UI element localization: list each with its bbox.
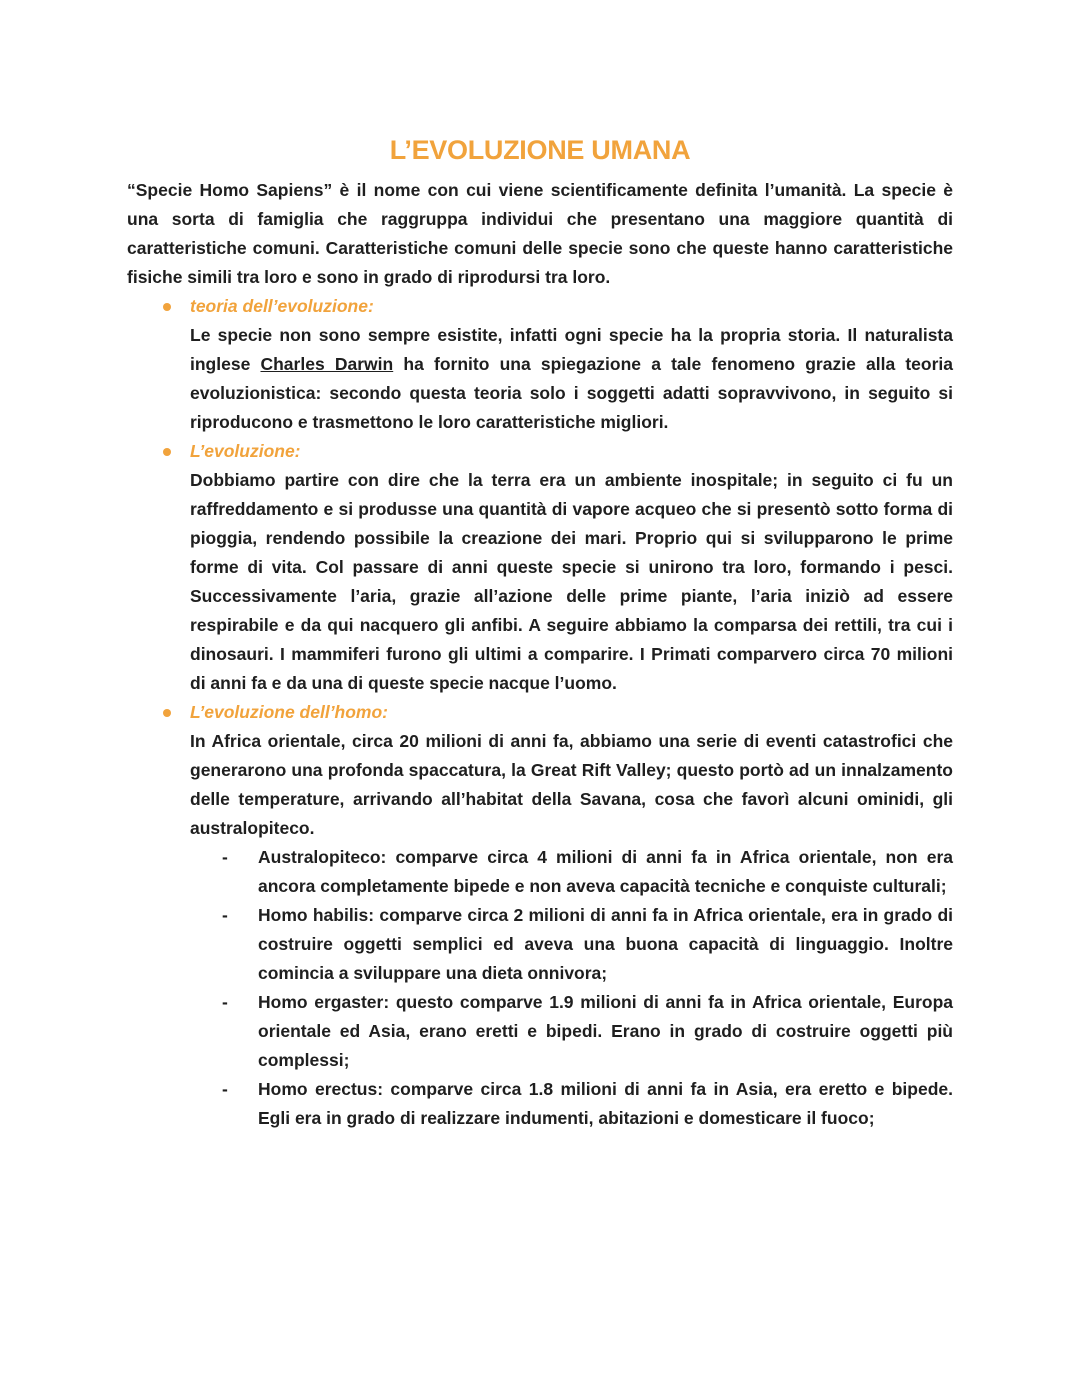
- section-body-teoria: [190, 321, 953, 437]
- sub-item-homo-erectus: [190, 1075, 953, 1133]
- hominid-sub-list: [190, 843, 953, 1133]
- bullet-marker-icon: [163, 448, 171, 456]
- sub-item-text: Homo ergaster: questo comparve 1.9 milioni di anni fa in Africa orientale, Europa orientale ed Asia, erano eretti e bipedi. Erano in grado di costruire oggetti più complessi;: [258, 992, 953, 1070]
- section-label-evoluzione: L’evoluzione:: [190, 441, 301, 461]
- bullet-marker-icon: [163, 709, 171, 717]
- bullet-item-evoluzione: [127, 437, 953, 698]
- sub-item-australopiteco: [190, 843, 953, 901]
- dash-marker: -: [222, 992, 228, 1012]
- intro-paragraph: “Specie Homo Sapiens” è il nome con cui viene scientificamente definita l’umanità. La specie è una sorta di famiglia che raggruppa individui che presentano una maggiore quantità di caratteristiche comuni. Caratteristiche comuni delle specie sono che queste hanno caratteristiche fisiche simili tra loro e sono in grado di riprodursi tra loro.: [127, 180, 953, 287]
- darwin-underlined-text: Charles Darwin: [260, 354, 394, 374]
- bullet-item-evoluzione-homo: [127, 698, 953, 1133]
- section-body-evoluzione-homo: In Africa orientale, circa 20 milioni di anni fa, abbiamo una serie di eventi catastrofici che generarono una profonda spaccatura, la Great Rift Valley; questo portò ad un innalzamento delle temperature, arrivando all’habitat della Savana, cosa che favorì alcuni ominidi, gli australopiteco.: [190, 731, 953, 838]
- sub-item-homo-habilis: [190, 901, 953, 988]
- bullet-list: [127, 292, 953, 1133]
- teoria-text-after: ha fornito una spiegazione a tale fenomeno grazie alla teoria evoluzionistica: secondo questa teoria solo i soggetti adatti sopravvivono, in seguito si riproducono e trasmettono le loro caratteristiche migliori.: [190, 354, 954, 432]
- sub-item-text: Australopiteco: comparve circa 4 milioni di anni fa in Africa orientale, non era ancora completamente bipede e non aveva capacità tecniche e conquiste culturali;: [258, 847, 953, 896]
- sub-item-text: Homo habilis: comparve circa 2 milioni di anni fa in Africa orientale, era in grado di costruire oggetti semplici ed aveva una buona capacità di linguaggio. Inoltre comincia a sviluppare una dieta onnivora;: [258, 905, 953, 983]
- sub-item-homo-ergaster: [190, 988, 953, 1075]
- dash-marker: -: [222, 847, 228, 867]
- section-label-evoluzione-homo: L’evoluzione dell’homo:: [190, 702, 389, 722]
- dash-marker: -: [222, 1079, 228, 1099]
- section-label-teoria: teoria dell’evoluzione:: [190, 296, 374, 316]
- dash-marker: -: [222, 905, 228, 925]
- section-body-evoluzione: Dobbiamo partire con dire che la terra era un ambiente inospitale; in seguito ci fu un raffreddamento e si produsse una quantità di vapore acqueo che si presentò sotto forma di pioggia, rendendo possibile la creazione dei mari. Proprio qui si svilupparono le prime forme di vita. Col passare di anni queste specie si unirono tra loro, formando i pesci. Successivamente l’aria, grazie all’azione delle prime piante, l’aria iniziò ad essere respirabile e da qui nacquero gli anfibi. A seguire abbiamo la comparsa dei rettili, tra cui i dinosauri. I mammiferi furono gli ultimi a comparire. I Primati comparvero circa 70 milioni di anni fa e da una di queste specie nacque l’uomo.: [190, 470, 953, 693]
- sub-item-text: Homo erectus: comparve circa 1.8 milioni di anni fa in Asia, era eretto e bipede. Egli era in grado di realizzare indumenti, abitazioni e domesticare il fuoco;: [258, 1079, 953, 1128]
- bullet-marker-icon: [163, 303, 171, 311]
- teoria-text-before: Le specie non sono sempre esistite, infatti ogni specie ha la propria storia. Il naturalista inglese: [190, 325, 953, 374]
- bullet-item-teoria: [127, 292, 953, 437]
- page-title: L’EVOLUZIONE UMANA: [389, 135, 691, 165]
